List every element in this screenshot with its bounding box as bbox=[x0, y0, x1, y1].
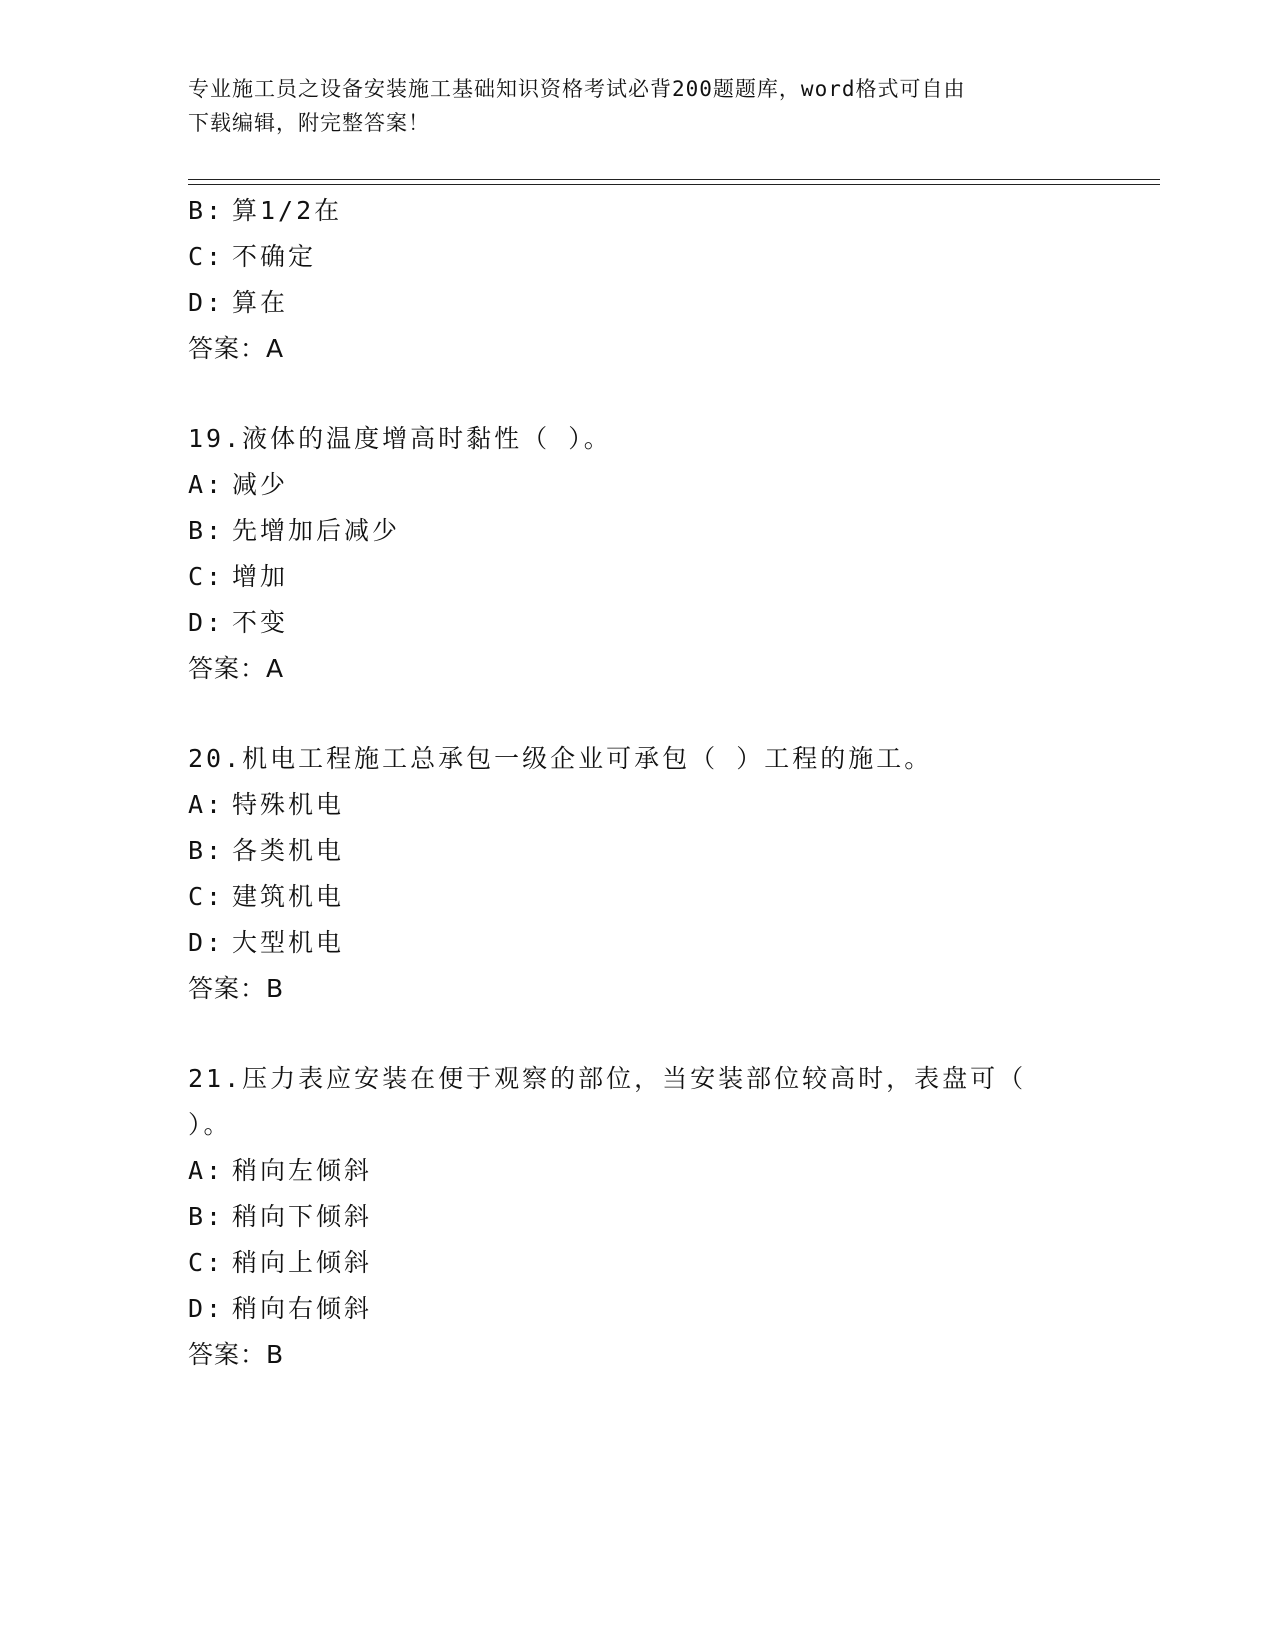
question-text: 19.液体的温度增高时黏性（ ）。 bbox=[188, 424, 612, 453]
header-line-1: 专业施工员之设备安装施工基础知识资格考试必背200题题库，word格式可自由 bbox=[188, 77, 966, 101]
option-b: B: 各类机电 bbox=[188, 836, 345, 865]
option-c: C: 增加 bbox=[188, 562, 289, 591]
option-c: C: 不确定 bbox=[188, 242, 317, 271]
question-list bbox=[188, 188, 1088, 1378]
question-text: 20.机电工程施工总承包一级企业可承包（ ）工程的施工。 bbox=[188, 744, 933, 773]
answer: 答案：B bbox=[188, 974, 285, 1003]
header-line-2: 下载编辑，附完整答案！ bbox=[188, 111, 430, 135]
option-a: A: 减少 bbox=[188, 470, 289, 499]
answer: 答案：A bbox=[188, 334, 285, 363]
option-c: C: 稍向上倾斜 bbox=[188, 1248, 373, 1277]
option-d: D: 稍向右倾斜 bbox=[188, 1294, 373, 1323]
answer: 答案：A bbox=[188, 654, 285, 683]
question-18-continued bbox=[188, 188, 1088, 372]
option-b: B: 先增加后减少 bbox=[188, 516, 401, 545]
option-d: D: 大型机电 bbox=[188, 928, 345, 957]
document-header bbox=[188, 72, 1068, 140]
option-a: A: 稍向左倾斜 bbox=[188, 1156, 373, 1185]
question-19 bbox=[188, 416, 1088, 692]
option-d: D: 算在 bbox=[188, 288, 289, 317]
answer: 答案：B bbox=[188, 1340, 285, 1369]
question-21 bbox=[188, 1056, 1088, 1378]
option-a: A: 特殊机电 bbox=[188, 790, 345, 819]
question-text-line-2: ）。 bbox=[188, 1110, 232, 1139]
option-b: B: 稍向下倾斜 bbox=[188, 1202, 373, 1231]
header-divider-top bbox=[188, 179, 1160, 180]
header-divider-bottom bbox=[188, 184, 1160, 185]
option-c: C: 建筑机电 bbox=[188, 882, 345, 911]
option-d: D: 不变 bbox=[188, 608, 289, 637]
question-text-line-1: 21.压力表应安装在便于观察的部位，当安装部位较高时，表盘可（ bbox=[188, 1064, 1027, 1093]
option-b: B: 算1/2在 bbox=[188, 196, 343, 225]
question-20 bbox=[188, 736, 1088, 1012]
